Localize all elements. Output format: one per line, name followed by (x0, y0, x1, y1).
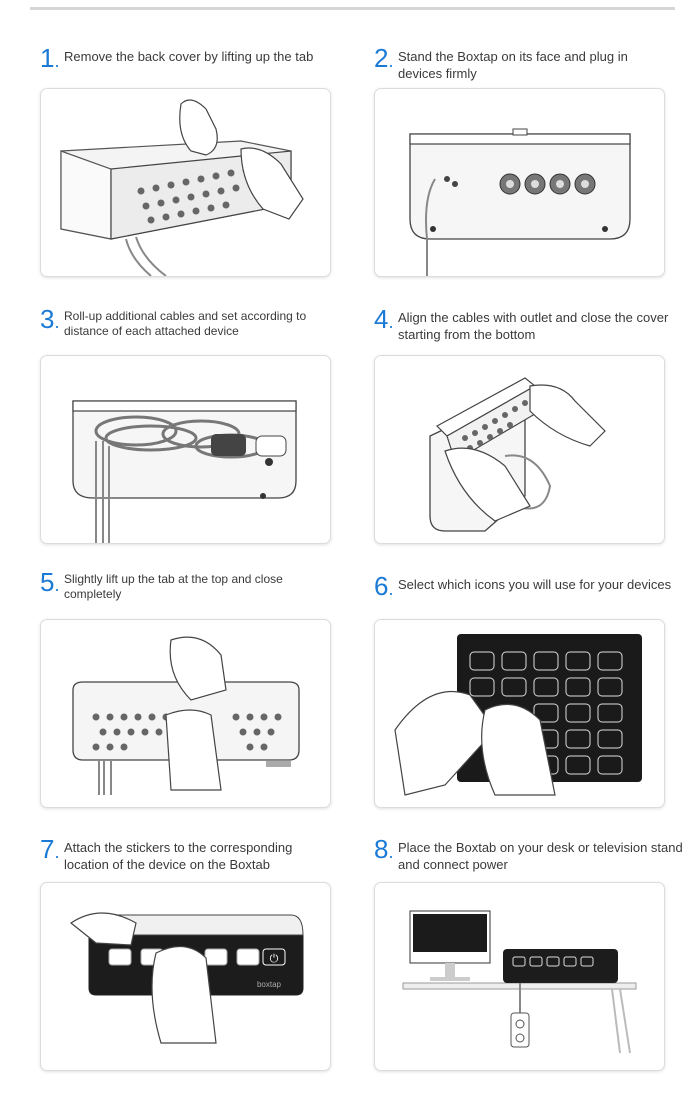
step-7 (40, 836, 340, 876)
step-text: Select which icons you will use for your devices (398, 577, 672, 592)
step-number: 7. (40, 834, 60, 864)
step-8-illustration (374, 882, 665, 1071)
step-1 (40, 45, 340, 85)
step-7-illustration (40, 882, 331, 1071)
step-number: 2. (374, 43, 394, 73)
step-2-illustration (374, 88, 665, 277)
step-number: 1. (40, 43, 60, 73)
step-3-illustration (40, 355, 331, 544)
step-number: 6. (374, 571, 394, 601)
step-4 (374, 306, 674, 346)
step-4-illustration (374, 355, 665, 544)
step-text: Stand the Boxtap on its face and plug in devices firmly (398, 49, 628, 81)
svg-text:⏻: ⏻ (269, 952, 279, 965)
step-text: Attach the stickers to the corresponding location of the device on the Boxtab (64, 840, 293, 872)
step-text: Place the Boxtab on your desk or television stand and connect power (398, 840, 683, 872)
step-1-illustration (40, 88, 331, 277)
step-text: Roll-up additional cables and set according to distance of each attached device (64, 309, 307, 338)
step-text: Align the cables with outlet and close the cover starting from the bottom (398, 310, 669, 342)
step-6 (374, 573, 674, 613)
step-number: 3. (40, 304, 60, 334)
step-text: Remove the back cover by lifting up the tab (64, 49, 314, 64)
step-number: 4. (374, 304, 394, 334)
step-5 (40, 569, 340, 609)
step-3 (40, 306, 340, 346)
step-8 (374, 834, 683, 876)
step-2 (374, 45, 674, 85)
step-number: 8. (374, 834, 394, 864)
step-text: Slightly lift up the tab at the top and close completely (64, 572, 283, 601)
top-divider (30, 7, 675, 10)
step-5-illustration (40, 619, 331, 808)
step-number: 5. (40, 567, 60, 597)
step-6-illustration (374, 619, 665, 808)
boxtap-logo: boxtap (256, 980, 281, 989)
